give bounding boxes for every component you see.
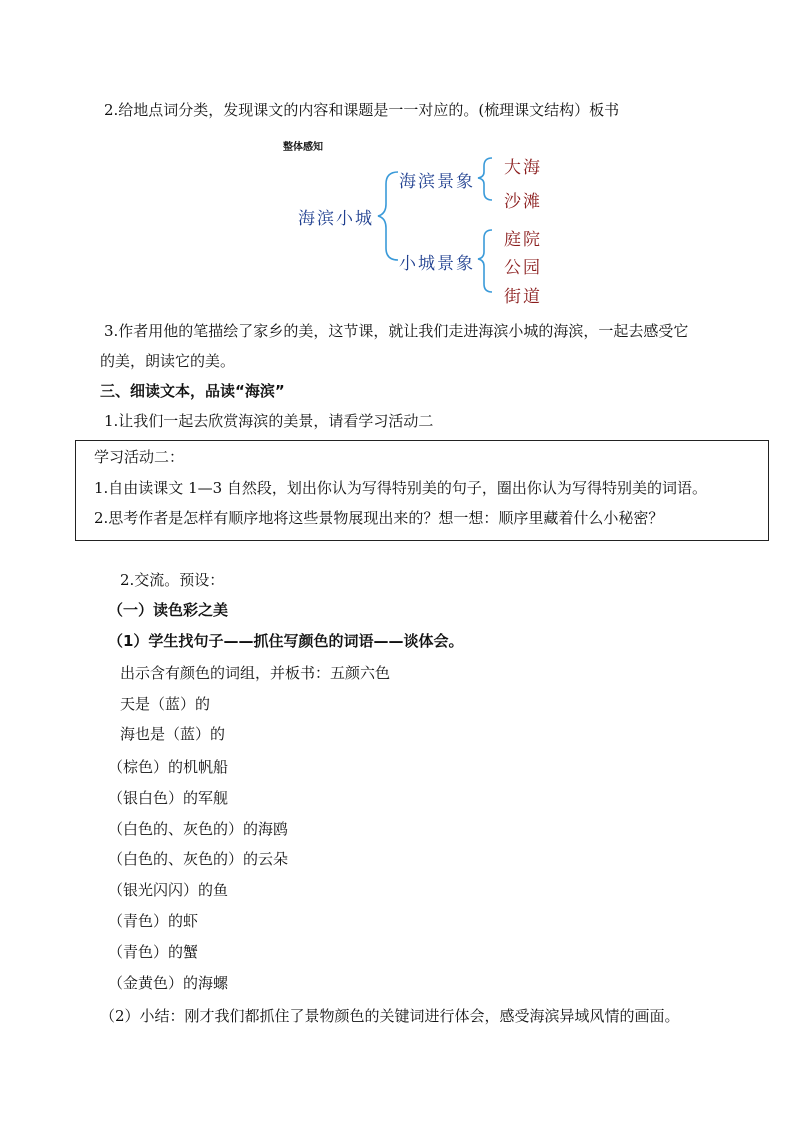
color-phrase: 海也是（蓝）的 <box>120 725 226 743</box>
diagram-root: 海滨小城 <box>298 209 374 229</box>
section-heading: 三、细读文本，品读“海滨” <box>100 382 285 400</box>
color-phrase: 天是（蓝）的 <box>120 695 211 713</box>
diagram-title: 整体感知 <box>283 142 323 153</box>
color-phrase: （青色）的蟹 <box>108 943 199 961</box>
main-brace <box>378 172 398 260</box>
color-phrase: （银白色）的军舰 <box>108 789 229 807</box>
diagram-branch-seaside: 海滨景象 <box>399 172 475 192</box>
color-phrase: （白色的、灰色的）的云朵 <box>108 850 289 868</box>
paragraph-board-note: 出示含有颜色的词组，并板书：五颜六色 <box>120 664 391 682</box>
subsection-heading: （一）读色彩之美 <box>108 601 229 619</box>
color-phrase: （金黄色）的海螺 <box>108 974 229 992</box>
diagram-leaf: 公园 <box>504 258 542 278</box>
activity-title: 学习活动二： <box>94 448 185 466</box>
color-phrase: （银光闪闪）的鱼 <box>108 881 229 899</box>
color-phrase: （青色）的虾 <box>108 912 199 930</box>
activity-item-1: 1.自由读课文 1—3 自然段，划出你认为写得特别美的句子，圈出你认为写得特别美的词语。 <box>94 479 707 497</box>
step-heading: （1）学生找句子——抓住写颜色的词语——谈体会。 <box>108 632 464 650</box>
activity-item-2: 2.思考作者是怎样有顺序地将这些景物展现出来的？想一想：顺序里藏着什么小秘密？ <box>94 509 664 527</box>
diagram-leaf: 街道 <box>504 287 542 307</box>
paragraph-discussion: 2.交流。预设： <box>120 571 225 589</box>
branch1-brace <box>478 158 492 200</box>
diagram-leaf: 大海 <box>504 158 542 178</box>
diagram-leaf: 沙滩 <box>504 192 542 212</box>
diagram-branch-town: 小城景象 <box>399 254 475 274</box>
paragraph-author-intro-cont: 的美，朗读它的美。 <box>100 352 236 370</box>
paragraph-summary: （2）小结：刚才我们都抓住了景物颜色的关键词进行体会，感受海滨异域风情的画面。 <box>100 1007 680 1025</box>
color-phrase: （白色的、灰色的）的海鸥 <box>108 820 289 838</box>
color-phrase: （棕色）的机帆船 <box>108 758 229 776</box>
paragraph-view-scenery: 1.让我们一起去欣赏海滨的美景，请看学习活动二 <box>104 412 434 430</box>
diagram-leaf: 庭院 <box>504 230 542 250</box>
paragraph-classify-places: 2.给地点词分类，发现课文的内容和课题是一一对应的。(梳理课文结构）板书 <box>104 101 620 119</box>
branch2-brace <box>478 230 492 292</box>
paragraph-author-intro: 3.作者用他的笔描绘了家乡的美，这节课，就让我们走进海滨小城的海滨，一起去感受它 <box>104 322 689 340</box>
